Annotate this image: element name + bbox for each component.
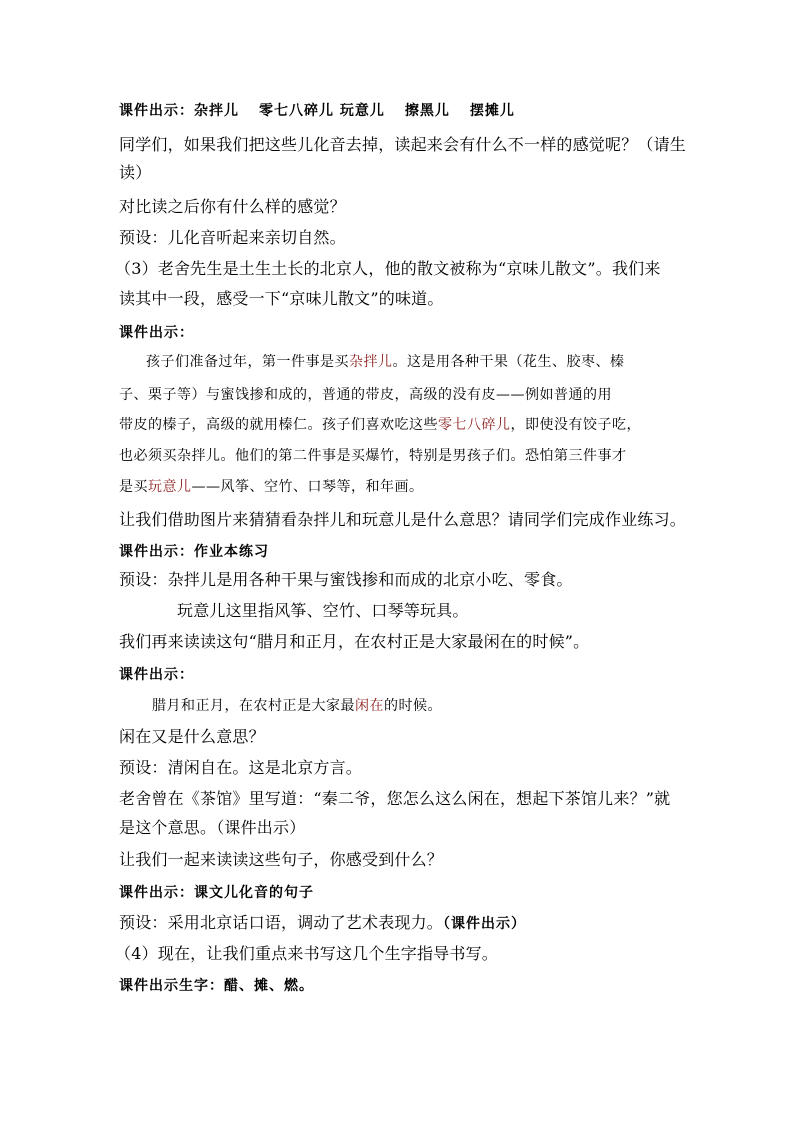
- highlight-text: 闲在: [355, 698, 384, 714]
- quote-line: [152, 696, 442, 716]
- highlight-text: 零七八碎儿: [438, 417, 511, 433]
- paragraph-line: 闲在又是什么意思？: [119, 727, 265, 746]
- quote-line: [119, 477, 424, 497]
- paragraph-line: 预设：儿化音听起来亲切自然。: [119, 228, 346, 247]
- paragraph-line: 让我们一起来读读这些句子，你感受到什么？: [119, 850, 444, 869]
- text: 课件出示：杂拌儿: [119, 103, 239, 119]
- text: 预设：采用北京话口语，调动了艺术表现力。: [119, 913, 444, 932]
- paragraph-line: 读其中一段，感受一下“京味儿散文”的味道。: [119, 289, 444, 308]
- text: 擦黑儿: [404, 103, 450, 119]
- highlight-text: 杂拌儿: [349, 354, 393, 370]
- text: ，即使没有饺子吃，: [510, 417, 641, 433]
- quote-line: [146, 352, 625, 372]
- paragraph-line: 玩意儿这里指风筝、空竹、口琴等玩具。: [177, 601, 469, 620]
- paragraph-line: （4）现在，让我们重点来书写这几个生字指导书写。: [115, 944, 498, 963]
- text: ——风筝、空竹、口琴等，和年画。: [191, 479, 424, 495]
- slide-label: 课件出示：作业本练习: [119, 544, 269, 560]
- text: （课件出示）: [443, 916, 527, 932]
- paragraph-line: （3）老舍先生是土生土长的北京人，他的散文被称为“京味儿散文”。我们来: [115, 259, 661, 278]
- text: 玩意儿: [339, 103, 385, 119]
- paragraph-line: 读）: [119, 163, 152, 182]
- slide-label: 课件出示生字：醋、摊、燃。: [119, 978, 314, 994]
- text: 的时候。: [384, 698, 442, 714]
- text: 腊月和正月，在农村正是大家最: [152, 698, 355, 714]
- paragraph-line: [119, 913, 526, 934]
- quote-line: 也必须买杂拌儿。他们的第二件事是买爆竹，特别是男孩子们。恐怕第三件事才: [119, 448, 627, 464]
- paragraph-line: 预设：清闲自在。这是北京方言。: [119, 758, 363, 777]
- text: 。这是用各种干果（花生、胶枣、榛: [392, 354, 625, 370]
- highlight-text: 玩意儿: [148, 479, 192, 495]
- slide-vocab-line: [119, 101, 515, 121]
- text: 摆摊儿: [469, 103, 515, 119]
- quote-line: 子、栗子等）与蜜饯掺和成的，普通的带皮，高级的没有皮——例如普通的用: [119, 387, 612, 403]
- paragraph-line: 对比读之后你有什么样的感觉？: [119, 197, 346, 216]
- text: 是买: [119, 479, 148, 495]
- text: 孩子们准备过年，第一件事是买: [146, 354, 349, 370]
- slide-label: 课件出示：: [119, 325, 194, 341]
- paragraph-line: 老舍曾在《茶馆》里写道：“秦二爷，您怎么这么闲在，想起下茶馆儿来？”就: [119, 789, 671, 808]
- slide-label: 课件出示：: [119, 667, 194, 683]
- text: 带皮的榛子，高级的就用榛仁。孩子们喜欢吃这些: [119, 417, 438, 433]
- text: 零七八碎儿: [259, 103, 334, 119]
- paragraph-line: 我们再来读读这句“腊月和正月，在农村正是大家最闲在的时候”。: [119, 632, 590, 651]
- paragraph-line: 是这个意思。（课件出示）: [119, 818, 306, 837]
- paragraph-line: 预设：杂拌儿是用各种干果与蜜饯掺和而成的北京小吃、零食。: [119, 570, 573, 589]
- quote-line: [119, 415, 641, 435]
- paragraph-line: 同学们，如果我们把这些儿化音去掉，读起来会有什么不一样的感觉呢？（请生: [119, 135, 687, 154]
- paragraph-line: 让我们借助图片来猜猜看杂拌儿和玩意儿是什么意思？请同学们完成作业练习。: [119, 510, 687, 529]
- slide-label: 课件出示：课文儿化音的句子: [119, 885, 314, 901]
